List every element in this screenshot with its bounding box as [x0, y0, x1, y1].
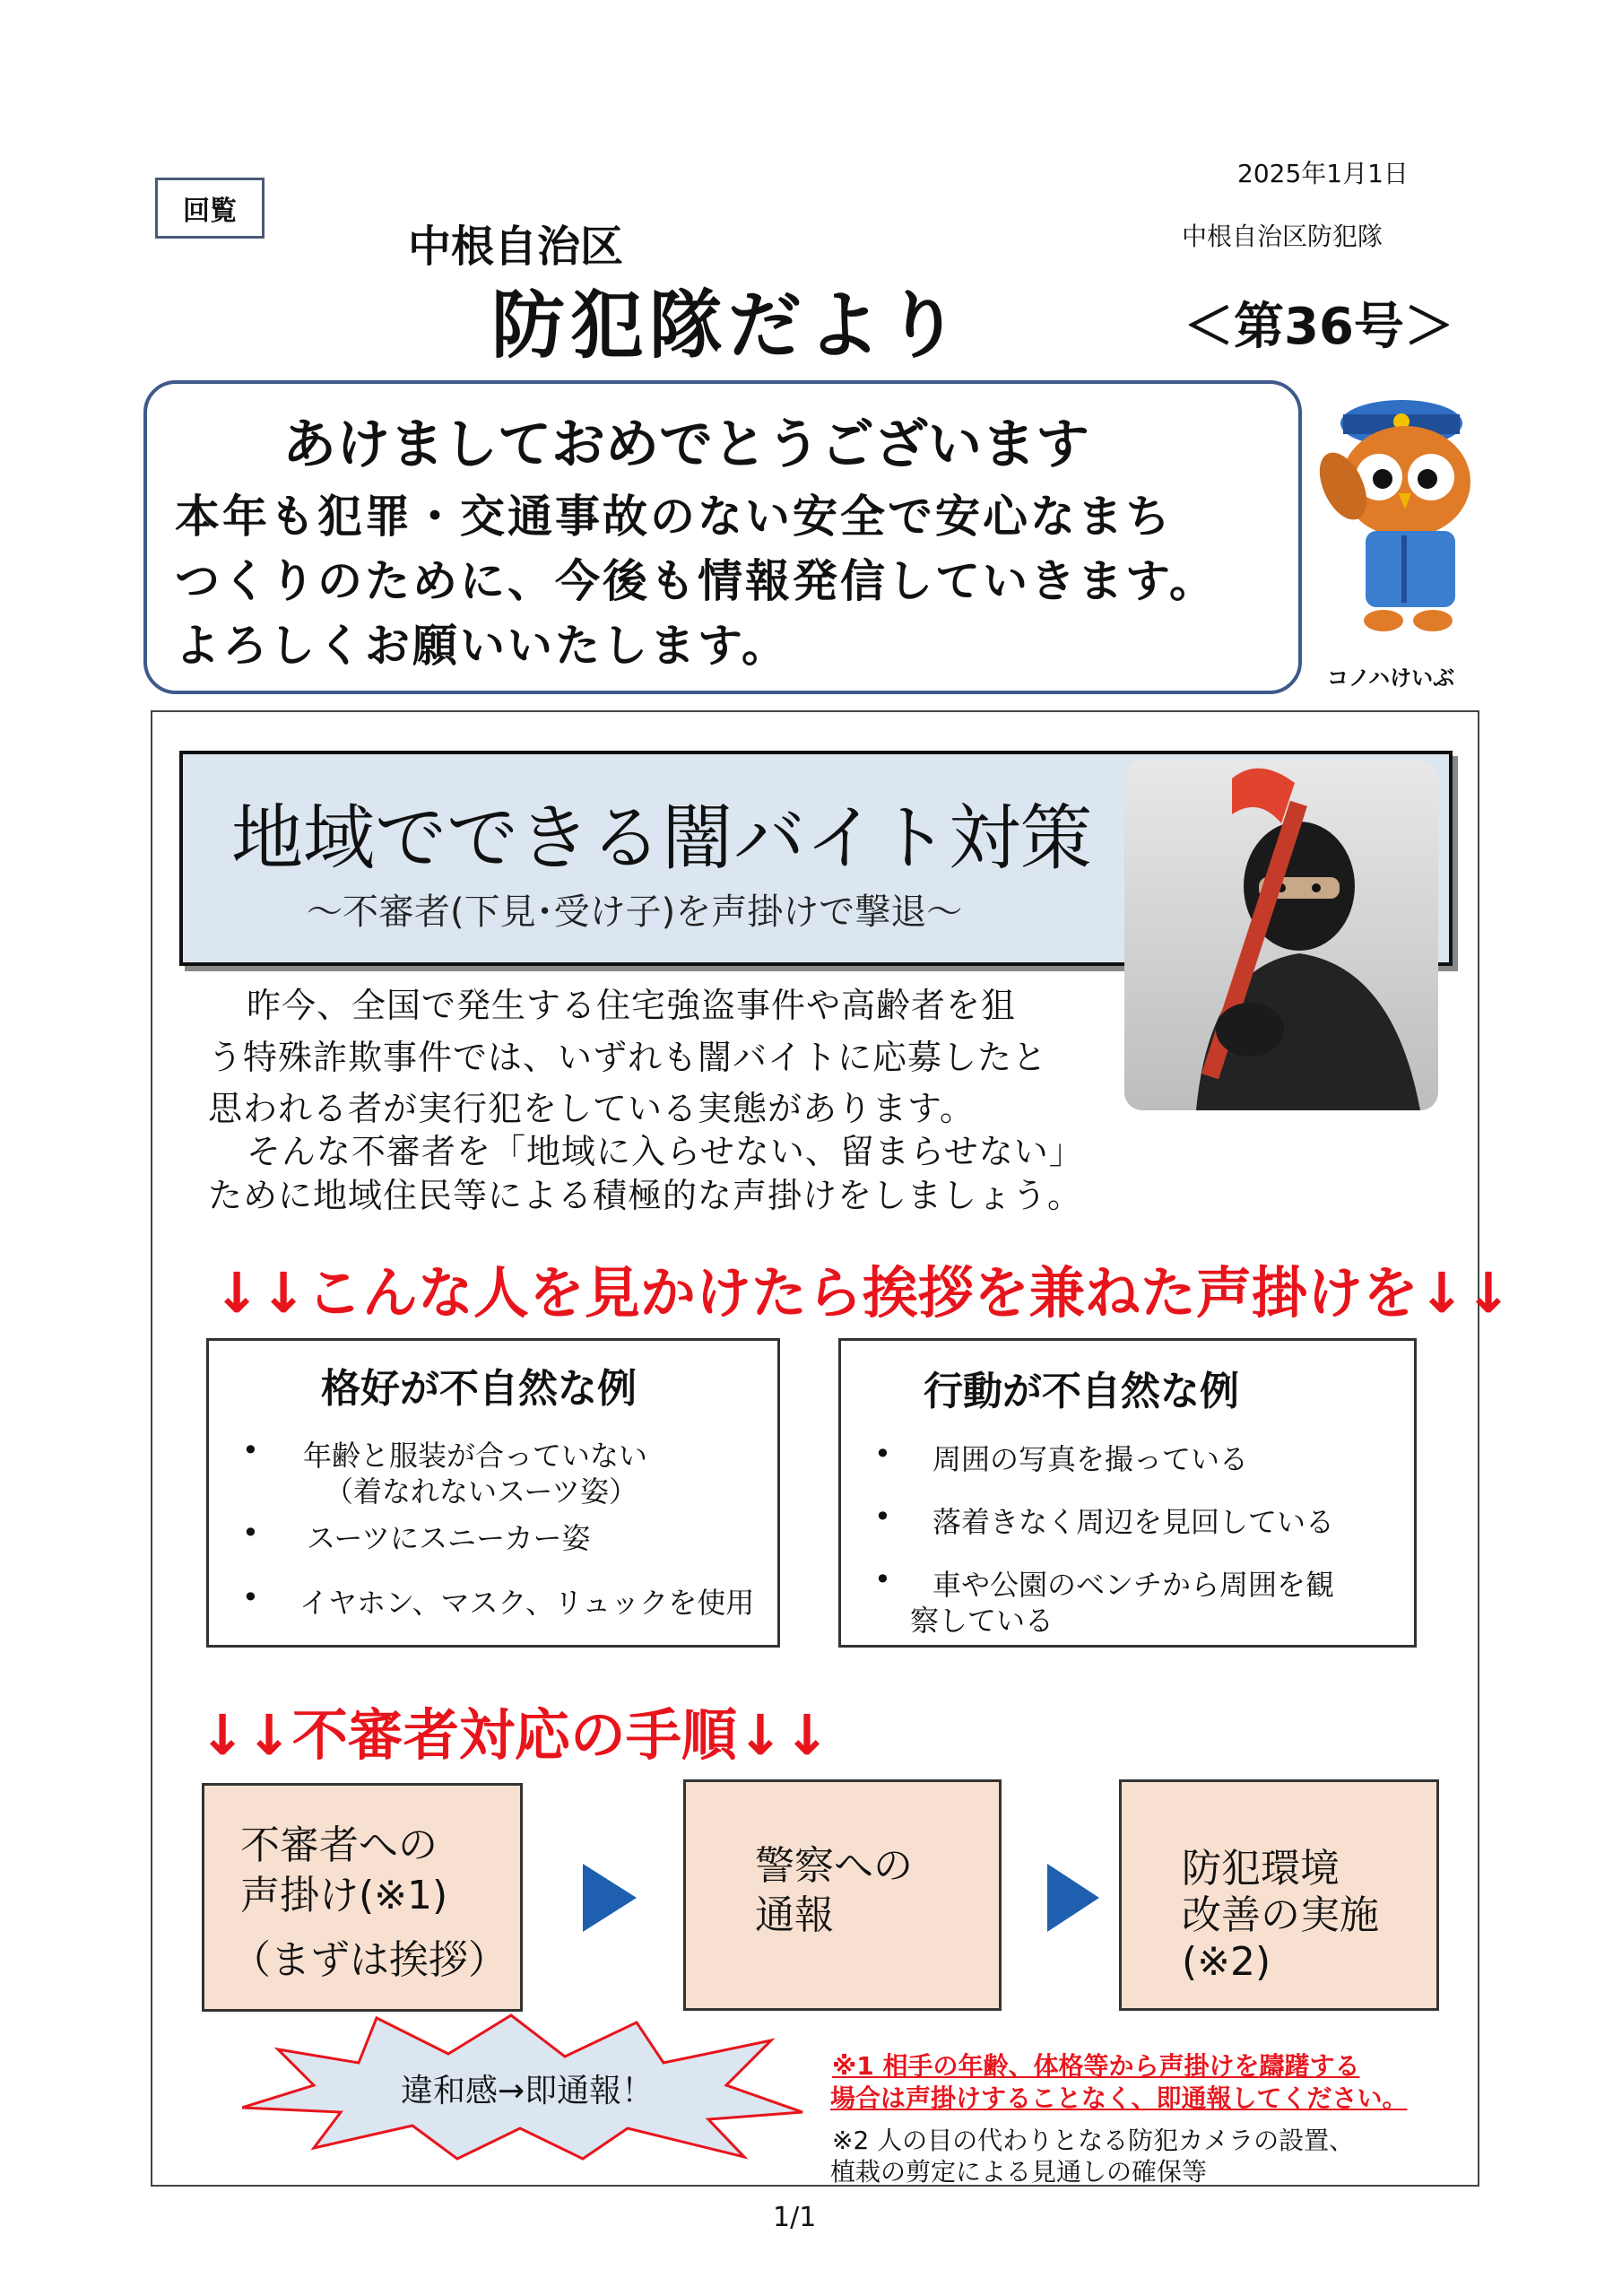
banner-subtitle: ～不審者(下見･受け子)を声掛けで撃退～ — [307, 891, 963, 933]
greeting-line: 本年も犯罪・交通事故のない安全で安心なまち — [175, 491, 1173, 543]
appearance-item: スーツにスニーカー姿 — [307, 1521, 591, 1555]
behavior-item: 周囲の写真を撮っている — [932, 1442, 1249, 1476]
step-text: 不審者への — [240, 1822, 438, 1868]
behavior-item: 察している — [910, 1604, 1054, 1638]
intro-line: 思われる者が実行犯をしている実態があります。 — [208, 1089, 975, 1128]
appearance-item: 年齢と服装が合っていない — [303, 1439, 648, 1473]
intro-line: 昨今、全国で発生する住宅強盗事件や高齢者を狙 — [247, 986, 1017, 1025]
intro-line: ために地域住民等による積極的な声掛けをしましょう。 — [208, 1176, 1083, 1215]
greeting-heading: あけましておめでとうございます — [282, 413, 1089, 476]
step-text: 声掛け(※1) — [240, 1873, 448, 1918]
behavior-item: 車や公園のベンチから周囲を観 — [932, 1568, 1335, 1602]
behavior-title: 行動が不自然な例 — [924, 1369, 1239, 1414]
district-name: 中根自治区 — [408, 222, 624, 272]
appearance-item: イヤホン、マスク、リュックを使用 — [299, 1586, 755, 1620]
mascot-name: コノハけいぶ — [1327, 665, 1455, 691]
appearance-title: 格好が不自然な例 — [321, 1366, 637, 1412]
note-1: ※1 相手の年齢、体格等から声掛けを躊躇する — [832, 2051, 1360, 2081]
greeting-line: つくりのために、今後も情報発信していきます。 — [175, 555, 1217, 607]
behavior-item: 落着きなく周辺を見回している — [932, 1505, 1335, 1539]
intro-line: う特殊詐欺事件では、いずれも闇バイトに応募したと — [208, 1038, 1048, 1077]
publisher-name: 中根自治区防犯隊 — [1182, 222, 1383, 251]
arrow-right-icon — [1047, 1864, 1099, 1932]
step-text: 改善の実施 — [1182, 1892, 1379, 1938]
arrow-right-icon — [583, 1864, 637, 1932]
bullet-icon: • — [874, 1437, 891, 1471]
banner-title: 地域でできる闇バイト対策 — [231, 796, 1092, 880]
masked-intruder-photo — [1124, 761, 1438, 1110]
step-text: （まずは挨拶） — [231, 1937, 507, 1983]
step-text: (※2) — [1182, 1939, 1271, 1985]
bullet-icon: • — [874, 1562, 891, 1596]
newsletter-title: 防犯隊だより — [491, 283, 966, 369]
page-number: 1/1 — [773, 2202, 817, 2233]
circulation-label: 回覧 — [155, 178, 265, 239]
callout-heading: ↓↓こんな人を見かけたら挨拶を兼ねた声掛けを↓↓ — [213, 1260, 1512, 1326]
greeting-line: よろしくお願いいたします。 — [175, 620, 789, 672]
bullet-icon: • — [242, 1433, 259, 1467]
intro-line: そんな不審者を「地域に入らせない、留まらせない」 — [247, 1132, 1084, 1171]
bullet-icon: • — [242, 1516, 259, 1550]
burst-text: 違和感→即通報！ — [401, 2073, 655, 2109]
issue-number: ＜第36号＞ — [1184, 298, 1454, 356]
note-1: 場合は声掛けすることなく、即通報してください。 — [830, 2083, 1408, 2113]
note-2: ※2 人の目の代わりとなる防犯カメラの設置、 — [832, 2126, 1355, 2155]
step-box-2 — [683, 1779, 1002, 2011]
owl-police-mascot-icon — [1316, 378, 1487, 639]
appearance-item: （着なれないスーツ姿） — [325, 1474, 638, 1509]
bullet-icon: • — [242, 1580, 259, 1614]
procedure-heading: ↓↓不審者対応の手順↓↓ — [199, 1702, 830, 1768]
note-2: 植栽の剪定による見通しの確保等 — [830, 2157, 1208, 2187]
step-text: 警察への — [755, 1843, 913, 1889]
bullet-icon: • — [874, 1500, 891, 1534]
step-text: 防犯環境 — [1182, 1846, 1340, 1892]
issue-date: 2025年1月1日 — [1237, 159, 1409, 188]
step-text: 通報 — [755, 1892, 834, 1938]
